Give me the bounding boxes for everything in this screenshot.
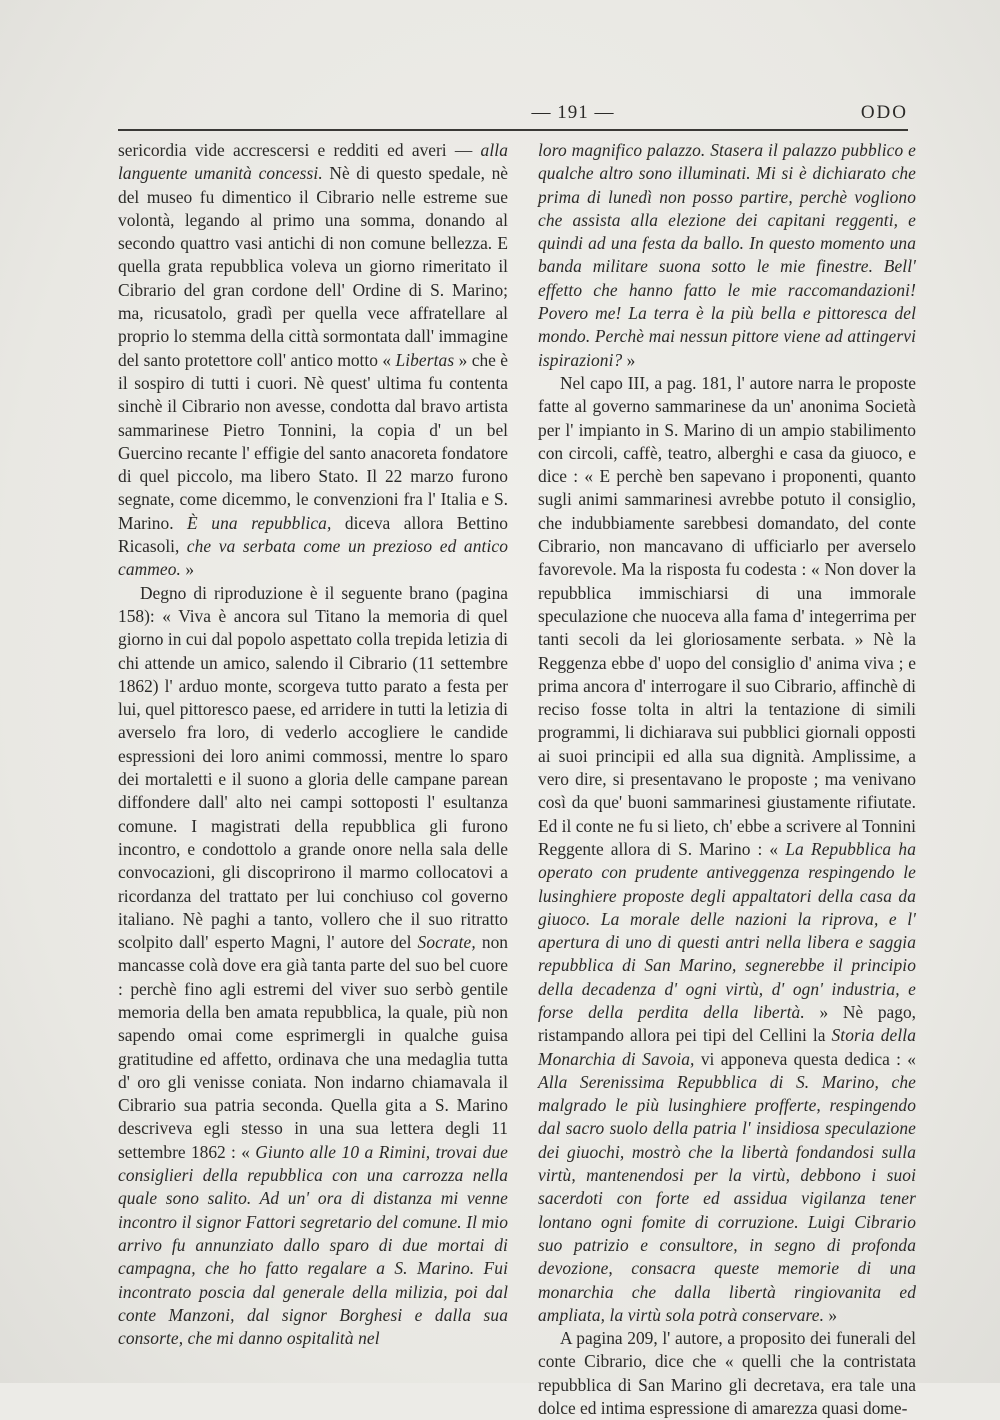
italic-run: Alla Serenissima Repubblica di S. Marino, che malgrado le più lusinghiere profferte, respingendo dal sacro suolo della patria l' insidiosa speculazione dei giuochi, mostrò che la libertà fondandosi sulla virtù, mantenendosi per la virtù, debbono i suoi sacerdoti con forte ed assidua vigilanza tener lontano ogni fomite di corruzione. Luigi Cibrario suo patrizio e consultore, in segno di profonda devozione, consacra queste memorie di una monarchia che dalla libertà ringiovanita ed ampliata, la virtù sola potrà conservare.: [538, 1071, 916, 1325]
text-run: Degno di riproduzione è il seguente brano (pagina 158): « Viva è ancora sul Titano la memoria di quel giorno in cui dal popolo aspettato colla trepida letizia di chi attende un amico, salendo il Cibrario (11 settembre 1862) l' arduo monte, scorgeva tutto parato a festa per lui, quel pittoresco paese, ed arridere in tutti la letizia di averselo fra loro, di vederlo accogliere le candide espressioni dei loro animi commossi, mentre lo sparo dei mortaletti e il suono a gloria delle campane parean diffondere dall' alto nei campi sottoposti l' esultanza comune. I magistrati della repubblica gli furono incontro, e condottolo a grande onore nella sala delle convocazioni, gli discoprirono il marmo collocatovi a ricordanza del trattato per lui conchiuso col governo italiano. Nè paghi a tanto, vollero che il suo ritratto scolpito dall' esperto Magni, l' autore del: [118, 582, 508, 953]
italic-run: che va serbata come un prezioso ed antico cammeo.: [118, 536, 508, 580]
page-header: [118, 102, 908, 130]
italic-run: alla languente umanità concessi.: [118, 140, 508, 184]
italic-run: È una repubblica,: [187, 512, 332, 533]
text-run: »: [181, 559, 195, 580]
text-run: »: [824, 1304, 838, 1325]
header-rule: [118, 129, 908, 131]
text-run: » che è il sospiro di tutti i cuori. Nè quest' ultima fu contenta sinchè il Cibrario non avesse, condotta dal bravo artista sammarinese Pietro Tonnini, la copia d' un bel Guercino recante l' effigie del santo anacoreta fondatore di quel piccolo, ma libero Stato. Il 22 marzo furono segnate, come dicemmo, le convenzioni fra l' Italia e S. Marino.: [118, 349, 509, 533]
right-paragraph-2: [538, 372, 916, 1327]
page-number: — 191 —: [531, 102, 615, 123]
left-paragraph-2: [118, 582, 508, 1351]
right-paragraph-3: [538, 1327, 916, 1420]
left-column: [118, 139, 508, 1350]
text-run: non mancasse colà dove era già tanta parte del suo bel cuore : perchè fino agli estremi del viver suo serbò gentile memoria della ben amata repubblica, la quale, più non sapendo omai come esprimergli in qualche guisa gratitudine ed affetto, ordinava che una medaglia tutta d' oro gli venisse coniata. Non indarno chiamavala il Cibrario sua patria seconda. Quella gita a S. Marino descriveva egli stesso in una sua lettera degli 11 settembre 1862 : «: [118, 932, 508, 1162]
italic-run: Giunto alle 10 a Rimini, trovai due consiglieri della repubblica con una carrozza nella quale sono salito. Ad un' ora di distanza mi venne incontro il signor Fattori segretario del comune. Il mio arrivo fu annunziato dallo sparo di due mortai di campagna, che ho fatto regalare a S. Marino. Fui incontrato poscia dal generale della milizia, poi dal conte Manzoni, dal signor Borghesi e dalla sua consorte, che mi danno ospitalità nel: [118, 1141, 508, 1349]
text-run: A pagina 209, l' autore, a proposito dei funerali del conte Cibrario, dice che « quelli che la contristata repubblica di San Marino gli decretava, era tale una dolce ed intima espressione di amarezza quasi dome-: [538, 1328, 916, 1419]
italic-run: Socrate,: [417, 932, 476, 953]
text-run: Nel capo III, a pag. 181, l' autore narra le proposte fatte al governo sammarinese da un' anonima Società per l' impianto in S. Marino di un ampio stabilimento con circoli, caffè, teatro, alberghi e casa da giuoco, e dice : « E perchè ben sapevano i proponenti, quanto sugli animi sammarinesi avrebbe potuto il consiglio, che indubbiamente sarebbesi domandato, del conte Cibrario, non mancavano di ufficiarlo per averselo favorevole. Ma la risposta fu codesta : « Non dover la repubblica immischiarsi di una immorale speculazione che nuoceva alla fama d' integerrima per tanti secoli da lei gloriosamente serbata. » Nè la Reggenza ebbe d' uopo del consiglio d' anima viva ; e prima ancora d' interrogare il suo Cibrario, affinchè di reciso fosse tolta in altri la tentazione di simili programmi, li dichiarava sui pubblici giornali opposti ai suoi principii ed alla sua dignità. Amplissime, a vero dire, si presentavano le proposte ; ma venivano così da que' buoni sammarinesi giustamente rifiutate. Ed il conte ne fu si lieto, ch' ebbe a scrivere al Tonnini Reggente allora di S. Marino : «: [538, 372, 916, 859]
italic-run: La Repubblica ha operato con prudente antiveggenza respingendo le lusinghiere proposte degli appaltatori della casa da giuoco. La morale delle nazioni la riprova, e l' apertura di uno di questi antri nella libera e saggia repubblica di San Marino, segnerebbe il principio della decadenza d' ogni virtù, d' ogn' industria, e forse della perdita della libertà.: [538, 838, 916, 1022]
text-run: Nè di questo spedale, nè del museo fu dimentico il Cibrario nelle estreme sue volontà, legando al primo una somma, donando al secondo quattro vasi antichi di non comune bellezza. E quella grata repubblica voleva un giorno rimeritato il Cibrario del gran cordone dell' Ordine di S. Marino; ma, ricusatolo, gradì per quella vece affratellare al proprio lo stemma della città sormontata dall' immagine del santo protettore coll' antico motto «: [118, 163, 508, 370]
right-paragraph-1: [538, 139, 916, 372]
text-run: sericordia vide accrescersi e redditi ed averi —: [118, 140, 481, 160]
italic-run: loro magnifico palazzo. Stasera il palazzo pubblico e qualche altro sono illuminati. Mi si è dichiarato che prima di lunedì non posso partire, perchè vogliono che assista alla elezione dei capitani reggenti, e quindi ad una festa da ballo. In questo momento una banda militare suona sotto le mie finestre. Bell' effetto che hanno fatto le mie raccomandazioni! Povero me! La terra è la più bella e pittoresca del mondo. Perchè mai nessun pittore viene ad attingervi ispirazioni?: [538, 140, 916, 370]
text-run: diceva allora Bettino Ricasoli,: [118, 512, 508, 557]
italic-run: Libertas: [395, 349, 455, 370]
right-column: [538, 139, 916, 1420]
text-run: » Nè pago, ristampando allora pei tipi del Cellini la: [538, 1001, 916, 1046]
running-title: ODO: [860, 102, 908, 123]
left-paragraph-1: [118, 139, 508, 582]
text-run: vi apponeva questa dedica : «: [694, 1048, 916, 1069]
italic-run: Storia della Monarchia di Savoia,: [538, 1025, 917, 1069]
text-run: »: [622, 349, 636, 370]
